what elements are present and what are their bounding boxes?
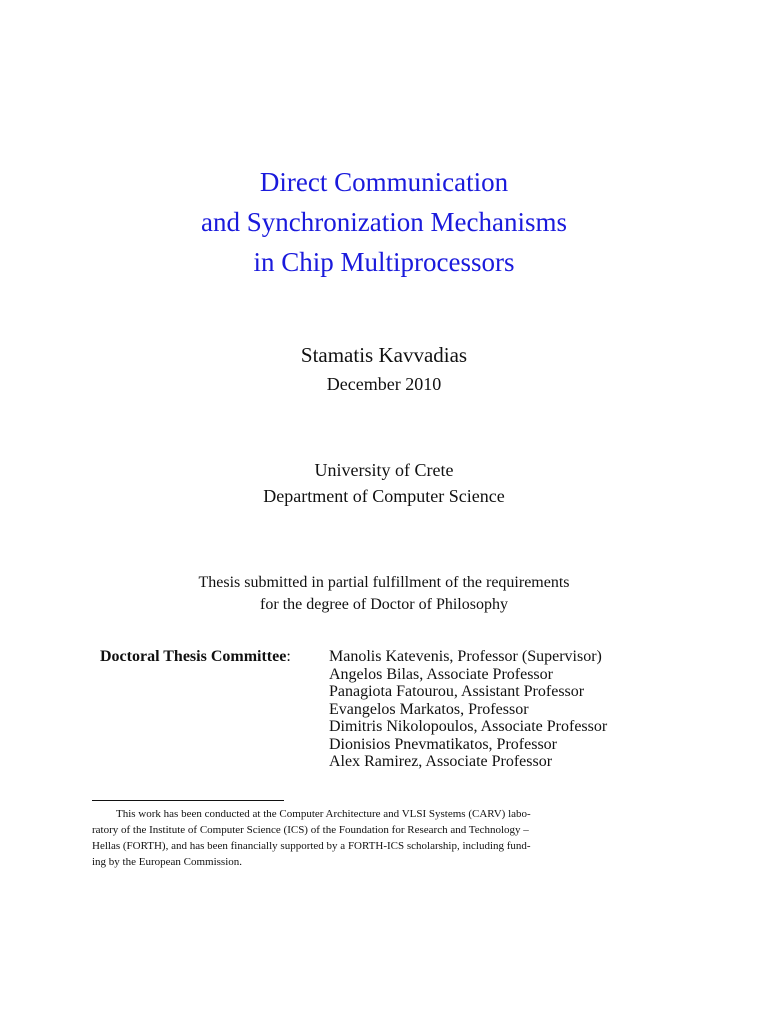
committee-label-text: Doctoral Thesis Committee <box>100 648 287 665</box>
footnote-line: Hellas (FORTH), and has been financially supported by a FORTH-ICS scholarship, including fund- <box>92 840 531 852</box>
committee-member: Angelos Bilas, Associate Professor <box>329 665 553 683</box>
department-name: Department of Computer Science <box>263 486 505 506</box>
thesis-title <box>0 162 768 282</box>
committee-member: Dionisios Pnevmatikatos, Professor <box>329 735 557 753</box>
committee-member: Manolis Katevenis, Professor (Supervisor) <box>329 648 602 665</box>
university-name: University of Crete <box>314 460 454 480</box>
title-line: in Chip Multiprocessors <box>253 247 515 277</box>
statement-line: for the degree of Doctor of Philosophy <box>260 596 508 613</box>
footnote <box>92 806 612 870</box>
degree-statement <box>0 572 768 616</box>
committee-members <box>329 648 607 771</box>
committee-member: Panagiota Fatourou, Assistant Professor <box>329 683 585 700</box>
statement-line: Thesis submitted in partial fulfillment of the requirements <box>198 574 570 591</box>
footnote-line: ratory of the Institute of Computer Science (ICS) of the Foundation for Research and Technology – <box>92 824 529 836</box>
footnote-rule <box>92 800 284 801</box>
submission-date: December 2010 <box>326 374 442 394</box>
committee-member: Evangelos Markatos, Professor <box>329 700 529 718</box>
title-line: and Synchronization Mechanisms <box>201 207 567 237</box>
author-block <box>0 340 768 397</box>
footnote-line: ing by the European Commission. <box>92 856 243 868</box>
committee-label-separator: : <box>286 648 291 665</box>
institution-block <box>0 457 768 509</box>
committee-member: Alex Ramirez, Associate Professor <box>329 753 553 770</box>
committee-member: Dimitris Nikolopoulos, Associate Professor <box>329 718 608 735</box>
committee-label <box>100 648 291 666</box>
author-name: Stamatis Kavvadias <box>300 343 468 367</box>
title-line: Direct Communication <box>259 167 509 197</box>
footnote-line: This work has been conducted at the Computer Architecture and VLSI Systems (CARV) labo- <box>116 808 531 820</box>
